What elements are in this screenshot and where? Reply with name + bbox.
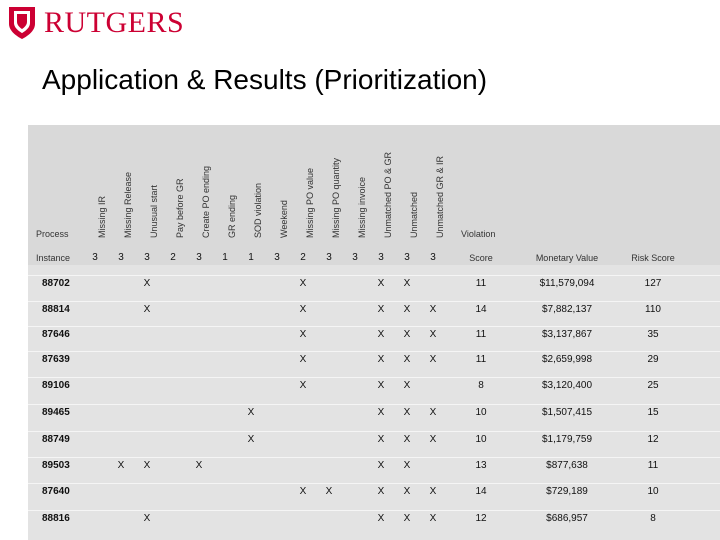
violation-mark: X — [403, 329, 411, 340]
instance-id: 88814 — [42, 304, 70, 315]
risk-score-cell: 15 — [647, 407, 659, 418]
row-divider — [28, 377, 720, 378]
instance-id: 88702 — [42, 278, 70, 289]
violation-mark: X — [299, 329, 307, 340]
violation-mark: X — [299, 304, 307, 315]
row-divider — [28, 483, 720, 484]
column-weight: 3 — [430, 252, 436, 263]
score-cell: 11 — [475, 329, 487, 340]
score-cell: 12 — [475, 513, 487, 524]
monetary-value-cell: $729,189 — [546, 486, 588, 497]
monetary-value-cell: $1,507,415 — [541, 407, 593, 418]
column-weight: 3 — [404, 252, 410, 263]
monetary-value-label: Monetary Value — [535, 253, 599, 263]
column-header-label: Missing PO quantity — [331, 157, 341, 238]
violation-mark: X — [429, 329, 437, 340]
column-header-label: Unmatched — [409, 191, 419, 238]
risk-score-label: Risk Score — [631, 253, 675, 263]
rutgers-logo — [8, 6, 184, 40]
violation-mark: X — [403, 278, 411, 289]
column-weight: 3 — [274, 252, 280, 263]
violation-mark: X — [429, 513, 437, 524]
violation-mark: X — [429, 354, 437, 365]
monetary-value-cell: $2,659,998 — [541, 354, 593, 365]
monetary-value-cell: $3,120,400 — [541, 380, 593, 391]
logo-text: RUTGERS — [44, 6, 185, 39]
violation-mark: X — [377, 486, 385, 497]
score-cell: 10 — [475, 407, 487, 418]
column-weight: 3 — [378, 252, 384, 263]
column-weight: 3 — [144, 252, 150, 263]
violation-mark: X — [403, 486, 411, 497]
instance-id: 88816 — [42, 513, 70, 524]
score-cell: 13 — [475, 460, 487, 471]
monetary-value-cell: $11,579,094 — [539, 278, 595, 289]
row-divider — [28, 351, 720, 352]
violation-mark: X — [403, 407, 411, 418]
row-divider — [28, 457, 720, 458]
monetary-value-cell: $7,882,137 — [541, 304, 593, 315]
column-weight: 3 — [118, 252, 124, 263]
violation-mark: X — [429, 486, 437, 497]
violation-mark: X — [143, 278, 151, 289]
violation-mark: X — [143, 513, 151, 524]
column-weight: 3 — [196, 252, 202, 263]
violation-mark: X — [143, 304, 151, 315]
violation-mark: X — [429, 434, 437, 445]
violation-mark: X — [429, 407, 437, 418]
instance-id: 87639 — [42, 354, 70, 365]
violation-label: Violation — [461, 229, 496, 239]
instance-id: 88749 — [42, 434, 70, 445]
column-header-label: Missing invoice — [357, 176, 367, 238]
column-header-label: Pay before GR — [175, 178, 185, 238]
column-weight: 1 — [222, 252, 228, 263]
row-divider — [28, 510, 720, 511]
instance-id: 89465 — [42, 407, 70, 418]
violation-mark: X — [377, 278, 385, 289]
violation-mark: X — [377, 407, 385, 418]
risk-score-cell: 12 — [647, 434, 659, 445]
violation-mark: X — [377, 460, 385, 471]
score-cell: 11 — [475, 278, 487, 289]
column-header-label: Unmatched GR & IR — [435, 155, 445, 238]
violation-mark: X — [377, 513, 385, 524]
violation-mark: X — [377, 329, 385, 340]
column-header-label: Missing PO value — [305, 167, 315, 238]
violation-mark: X — [377, 354, 385, 365]
monetary-value-cell: $1,179,759 — [541, 434, 593, 445]
instance-id: 87646 — [42, 329, 70, 340]
column-weight: 3 — [352, 252, 358, 263]
column-weight: 3 — [326, 252, 332, 263]
column-header-label: Missing Release — [123, 171, 133, 238]
column-header-label: Weekend — [279, 200, 289, 238]
risk-score-cell: 127 — [644, 278, 662, 289]
column-header-label: GR ending — [227, 194, 237, 238]
row-divider — [28, 275, 720, 276]
column-weight: 1 — [248, 252, 254, 263]
violation-mark: X — [299, 354, 307, 365]
score-cell: 11 — [475, 354, 487, 365]
score-cell: 8 — [478, 380, 484, 391]
violation-mark: X — [377, 434, 385, 445]
violation-mark: X — [403, 513, 411, 524]
monetary-value-cell: $686,957 — [546, 513, 588, 524]
column-header-label: Unusual start — [149, 184, 159, 238]
violation-mark: X — [299, 380, 307, 391]
instance-id: 89106 — [42, 380, 70, 391]
column-header-label: SOD violation — [253, 182, 263, 238]
violation-mark: X — [377, 380, 385, 391]
risk-score-cell: 10 — [647, 486, 659, 497]
violation-mark: X — [377, 304, 385, 315]
violation-mark: X — [403, 354, 411, 365]
violation-mark: X — [195, 460, 203, 471]
violation-mark: X — [299, 278, 307, 289]
process-label: Process — [36, 229, 69, 239]
row-divider — [28, 326, 720, 327]
row-divider — [28, 301, 720, 302]
risk-score-cell: 11 — [647, 460, 659, 471]
risk-score-cell: 25 — [647, 380, 659, 391]
row-divider — [28, 431, 720, 432]
violation-mark: X — [403, 434, 411, 445]
score-cell: 14 — [475, 486, 487, 497]
row-divider — [28, 404, 720, 405]
violation-mark: X — [403, 304, 411, 315]
risk-score-cell: 29 — [647, 354, 659, 365]
risk-score-cell: 35 — [647, 329, 659, 340]
violation-mark: X — [325, 486, 333, 497]
violation-mark: X — [117, 460, 125, 471]
violation-mark: X — [429, 304, 437, 315]
first-weight: 3 — [92, 252, 98, 263]
violation-mark: X — [247, 407, 255, 418]
instance-id: 89503 — [42, 460, 70, 471]
score-cell: 14 — [475, 304, 487, 315]
shield-icon — [8, 6, 36, 40]
column-weight: 2 — [170, 252, 176, 263]
column-header-label: Missing IR — [97, 195, 107, 238]
violation-mark: X — [403, 380, 411, 391]
violation-mark: X — [403, 460, 411, 471]
column-header-label: Unmatched PO & GR — [383, 151, 393, 238]
violation-mark: X — [299, 486, 307, 497]
score-cell: 10 — [475, 434, 487, 445]
instance-id: 87640 — [42, 486, 70, 497]
column-weight: 2 — [300, 252, 306, 263]
column-header-label: Create PO ending — [201, 165, 211, 238]
instance-label: Instance — [36, 253, 71, 263]
risk-score-cell: 8 — [650, 513, 656, 524]
score-label: Score — [469, 253, 493, 263]
monetary-value-cell: $3,137,867 — [541, 329, 593, 340]
violation-mark: X — [143, 460, 151, 471]
risk-score-cell: 110 — [645, 304, 661, 315]
page-title: Application & Results (Prioritization) — [42, 64, 488, 95]
monetary-value-cell: $877,638 — [546, 460, 588, 471]
violation-mark: X — [247, 434, 255, 445]
